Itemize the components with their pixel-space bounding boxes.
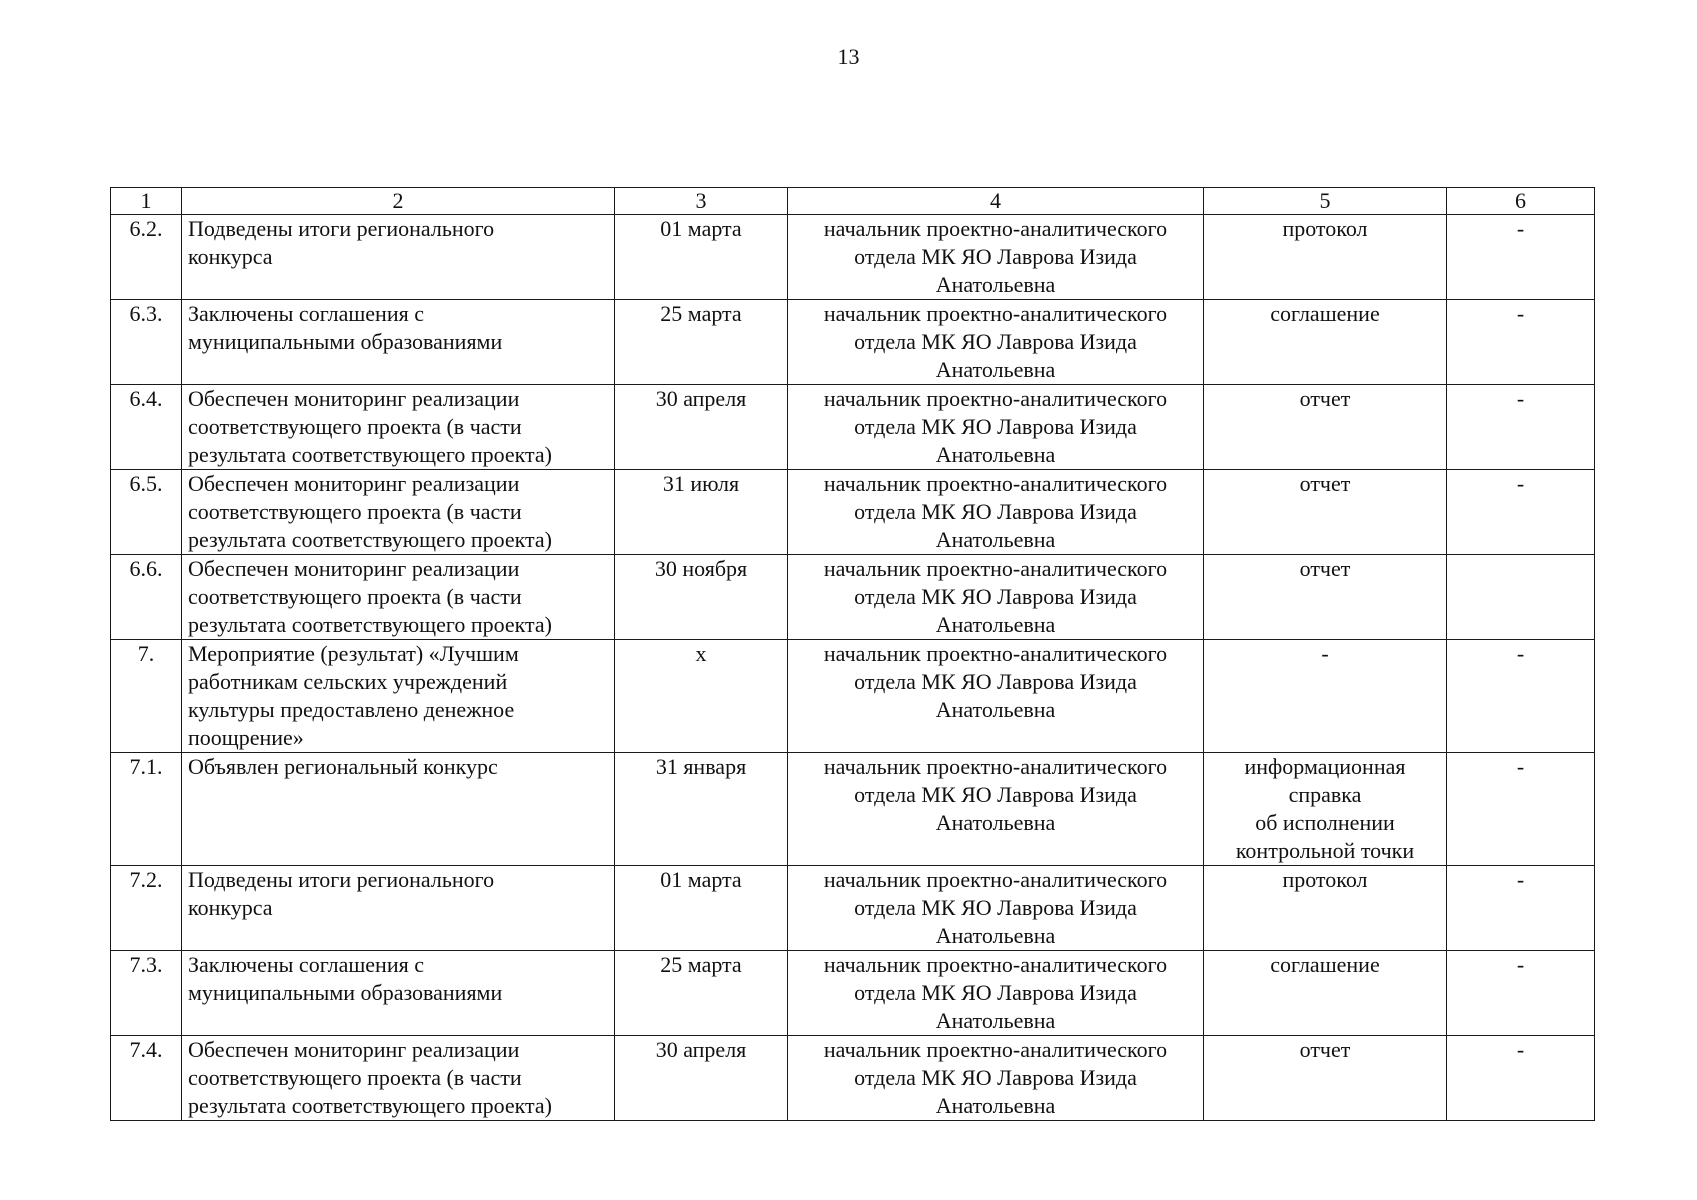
row-name: Обеспечен мониторинг реализации соответствующего проекта (в части результата соответствующего проекта) bbox=[182, 1036, 615, 1121]
row-responsible: начальник проектно-аналитического отдела МК ЯО Лаврова Изида Анатольевна bbox=[788, 640, 1204, 753]
table-row bbox=[111, 555, 1595, 640]
row-date: 30 апреля bbox=[615, 1036, 788, 1121]
row-responsible: начальник проектно-аналитического отдела МК ЯО Лаврова Изида Анатольевна bbox=[788, 1036, 1204, 1121]
column-header: 3 bbox=[615, 188, 788, 215]
row-responsible: начальник проектно-аналитического отдела МК ЯО Лаврова Изида Анатольевна bbox=[788, 470, 1204, 555]
row-date: 31 июля bbox=[615, 470, 788, 555]
row-document: соглашение bbox=[1204, 300, 1447, 385]
row-document: отчет bbox=[1204, 470, 1447, 555]
row-number: 7. bbox=[111, 640, 182, 753]
row-date: 01 марта bbox=[615, 866, 788, 951]
row-number: 7.4. bbox=[111, 1036, 182, 1121]
table-row bbox=[111, 470, 1595, 555]
row-name: Мероприятие (результат) «Лучшим работникам сельских учреждений культуры предоставлено денежное поощрение» bbox=[182, 640, 615, 753]
row-name: Подведены итоги регионального конкурса bbox=[182, 866, 615, 951]
column-header: 2 bbox=[182, 188, 615, 215]
row-number: 6.4. bbox=[111, 385, 182, 470]
page-number: 13 bbox=[837, 44, 860, 69]
row-number: 7.2. bbox=[111, 866, 182, 951]
row-responsible: начальник проектно-аналитического отдела МК ЯО Лаврова Изида Анатольевна bbox=[788, 866, 1204, 951]
row-date: 30 ноября bbox=[615, 555, 788, 640]
column-header: 1 bbox=[111, 188, 182, 215]
table-row bbox=[111, 215, 1595, 300]
row-name: Заключены соглашения с муниципальными образованиями bbox=[182, 951, 615, 1036]
row-document: информационная справка об исполнении контрольной точки bbox=[1204, 753, 1447, 866]
row-number: 7.3. bbox=[111, 951, 182, 1036]
row-note: - bbox=[1447, 470, 1595, 555]
table-row bbox=[111, 866, 1595, 951]
table-header-row bbox=[111, 188, 1595, 215]
row-date: x bbox=[615, 640, 788, 753]
row-name: Обеспечен мониторинг реализации соответствующего проекта (в части результата соответствующего проекта) bbox=[182, 385, 615, 470]
row-date: 31 января bbox=[615, 753, 788, 866]
row-responsible: начальник проектно-аналитического отдела МК ЯО Лаврова Изида Анатольевна bbox=[788, 951, 1204, 1036]
column-header: 4 bbox=[788, 188, 1204, 215]
row-document: - bbox=[1204, 640, 1447, 753]
row-responsible: начальник проектно-аналитического отдела МК ЯО Лаврова Изида Анатольевна bbox=[788, 753, 1204, 866]
row-note: - bbox=[1447, 385, 1595, 470]
row-number: 6.6. bbox=[111, 555, 182, 640]
row-name: Объявлен региональный конкурс bbox=[182, 753, 615, 866]
row-number: 7.1. bbox=[111, 753, 182, 866]
row-note: - bbox=[1447, 215, 1595, 300]
row-document: протокол bbox=[1204, 866, 1447, 951]
table-row bbox=[111, 753, 1595, 866]
row-name: Обеспечен мониторинг реализации соответствующего проекта (в части результата соответствующего проекта) bbox=[182, 555, 615, 640]
row-number: 6.2. bbox=[111, 215, 182, 300]
control-points-table bbox=[110, 187, 1595, 1121]
row-document: отчет bbox=[1204, 555, 1447, 640]
column-header: 5 bbox=[1204, 188, 1447, 215]
row-note: - bbox=[1447, 866, 1595, 951]
row-name: Подведены итоги регионального конкурса bbox=[182, 215, 615, 300]
row-note: - bbox=[1447, 300, 1595, 385]
row-note: - bbox=[1447, 951, 1595, 1036]
table-row bbox=[111, 385, 1595, 470]
row-date: 25 марта bbox=[615, 300, 788, 385]
row-document: протокол bbox=[1204, 215, 1447, 300]
row-note: - bbox=[1447, 1036, 1595, 1121]
table-row bbox=[111, 1036, 1595, 1121]
table-row bbox=[111, 300, 1595, 385]
row-responsible: начальник проектно-аналитического отдела МК ЯО Лаврова Изида Анатольевна bbox=[788, 300, 1204, 385]
row-responsible: начальник проектно-аналитического отдела МК ЯО Лаврова Изида Анатольевна bbox=[788, 215, 1204, 300]
row-note: - bbox=[1447, 753, 1595, 866]
row-date: 30 апреля bbox=[615, 385, 788, 470]
row-note: - bbox=[1447, 640, 1595, 753]
table-row bbox=[111, 640, 1595, 753]
row-number: 6.5. bbox=[111, 470, 182, 555]
row-note bbox=[1447, 555, 1595, 640]
row-responsible: начальник проектно-аналитического отдела МК ЯО Лаврова Изида Анатольевна bbox=[788, 385, 1204, 470]
table-row bbox=[111, 951, 1595, 1036]
column-header: 6 bbox=[1447, 188, 1595, 215]
row-date: 01 марта bbox=[615, 215, 788, 300]
row-document: соглашение bbox=[1204, 951, 1447, 1036]
row-document: отчет bbox=[1204, 1036, 1447, 1121]
row-date: 25 марта bbox=[615, 951, 788, 1036]
row-responsible: начальник проектно-аналитического отдела МК ЯО Лаврова Изида Анатольевна bbox=[788, 555, 1204, 640]
row-document: отчет bbox=[1204, 385, 1447, 470]
row-name: Заключены соглашения с муниципальными образованиями bbox=[182, 300, 615, 385]
row-name: Обеспечен мониторинг реализации соответствующего проекта (в части результата соответствующего проекта) bbox=[182, 470, 615, 555]
row-number: 6.3. bbox=[111, 300, 182, 385]
